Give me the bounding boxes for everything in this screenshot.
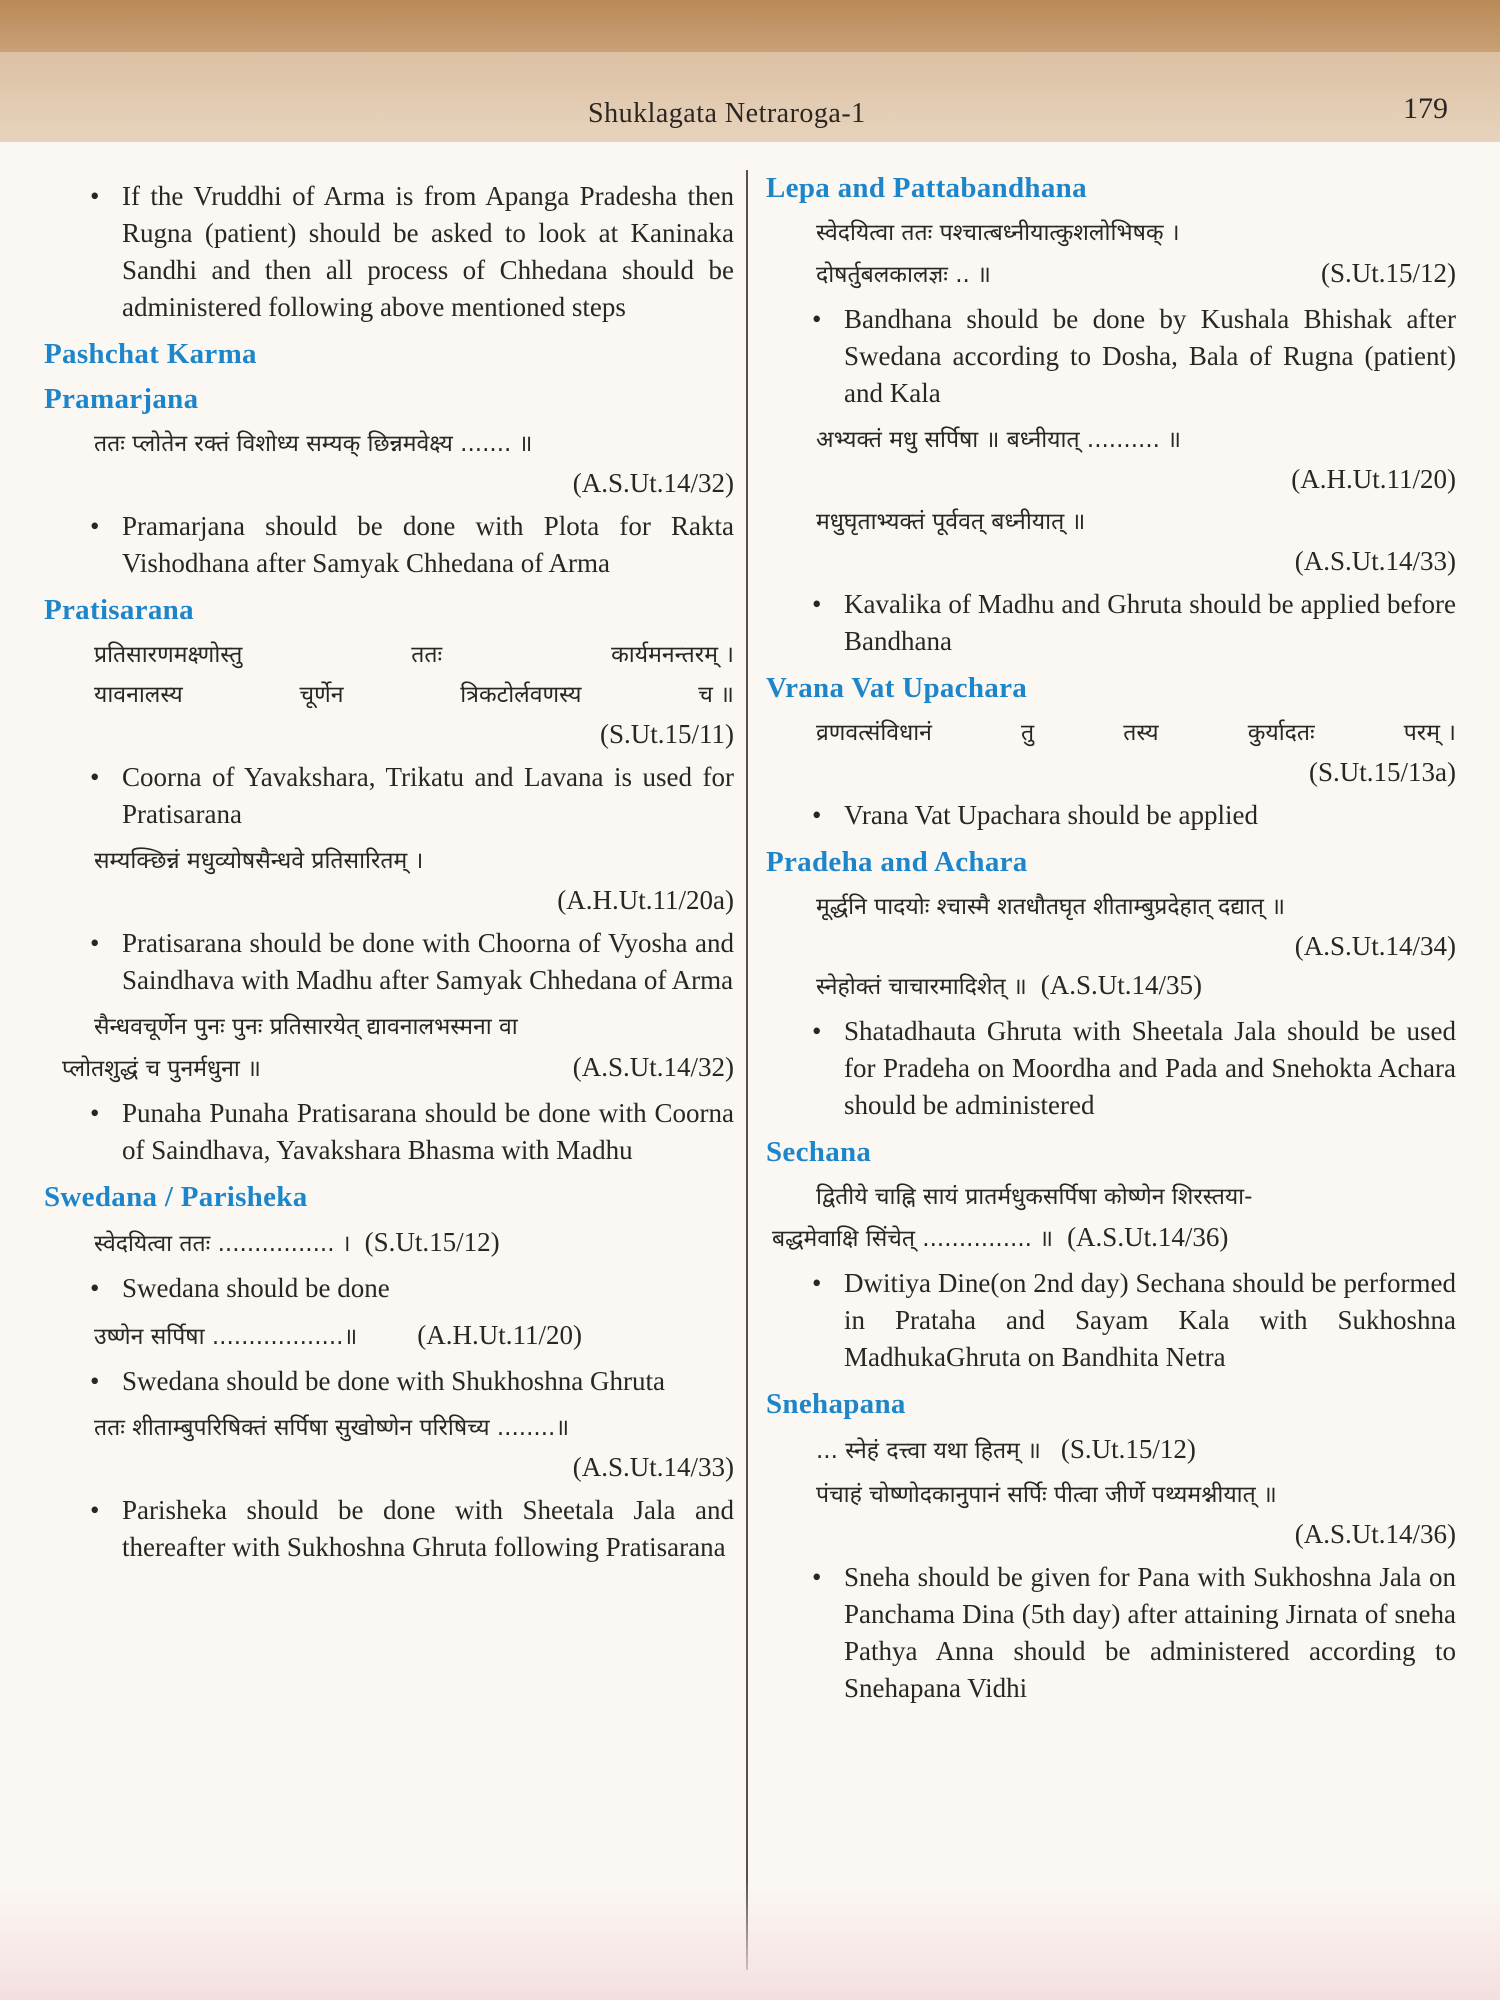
verse-word: व्रणवत्संविधानं [816, 720, 932, 746]
verse-vrana [816, 713, 1456, 753]
right-column [766, 172, 1456, 1715]
reference: (A.S.Ut.14/33) [572, 1452, 734, 1482]
bullet-pradeha: • Shatadhauta Ghruta with Sheetala Jala should be used for Pradeha on Moordha and Pada and Snehokta Achara should be administered [804, 1013, 1456, 1124]
verse-word: च ॥ [698, 682, 734, 708]
verse-line-with-ref [94, 1315, 734, 1357]
verse-line-with-ref [816, 253, 1456, 295]
bottom-tint [0, 1880, 1500, 2000]
verse-pratisarana-line1 [94, 635, 734, 675]
section-heading-pashchat-karma: Pashchat Karma [44, 338, 257, 370]
section-heading-sechana: Sechana [766, 1136, 872, 1168]
reference: (A.H.Ut.11/20a) [557, 885, 734, 915]
reference: (S.Ut.15/13a) [1309, 757, 1456, 787]
section-heading-lepa: Lepa and Pattabandhana [766, 172, 1087, 204]
bullet-lepa-2: • Kavalika of Madhu and Ghruta should be applied before Bandhana [804, 586, 1456, 660]
bullet-swedana-3: • Parisheka should be done with Sheetala Jala and thereafter with Sukhoshna Ghruta following Pratisarana [82, 1492, 734, 1566]
verse-pratisarana-3: सम्यक्छिन्नं मधुव्योषसैन्धवे प्रतिसारितम् । [94, 848, 424, 874]
verse-word: तस्य [1123, 720, 1159, 746]
reference: (A.H.Ut.11/20) [417, 1320, 582, 1350]
bullet-snehapana: • Sneha should be given for Pana with Sukhoshna Jala on Panchama Dina (5th day) after attaining Jirnata of sneha Pathya Anna should be administered according to Snehapana Vidhi [804, 1559, 1456, 1707]
verse-line-with-ref [816, 1429, 1456, 1471]
bullet-swedana-1: • Swedana should be done [82, 1270, 734, 1307]
verse-word: कुर्यादतः [1247, 720, 1315, 746]
reference: (A.S.Ut.14/36) [1294, 1519, 1456, 1549]
bullet-pratisarana-1: • Coorna of Yavakshara, Trikatu and Lavana is used for Pratisarana [82, 759, 734, 833]
section-heading-pramarjana: Pramarjana [44, 383, 199, 415]
verse-sechana-2: बद्धमेवाक्षि सिंचेत् ............... ॥ [772, 1226, 1054, 1252]
reference: (A.S.Ut.14/34) [1294, 931, 1456, 961]
left-column [44, 172, 734, 1574]
section-heading-vrana: Vrana Vat Upachara [766, 672, 1028, 704]
reference: (A.S.Ut.14/32) [572, 468, 734, 498]
reference: (S.Ut.15/12) [1060, 1434, 1196, 1464]
verse-word: तु [1021, 720, 1035, 746]
reference: (S.Ut.15/12) [364, 1227, 500, 1257]
reference: (A.S.Ut.14/32) [572, 1052, 734, 1082]
verse-lepa-3: अभ्यक्तं मधु सर्पिषा ॥ बध्नीयात् .......... ॥ [816, 427, 1182, 453]
verse-lepa-4: मधुघृताभ्यक्तं पूर्ववत् बध्नीयात् ॥ [816, 509, 1086, 535]
bullet-lepa-1: • Bandhana should be done by Kushala Bhishak after Swedana according to Dosha, Bala of Rugna (patient) and Kala [804, 301, 1456, 412]
reference: (A.S.Ut.14/33) [1294, 546, 1456, 576]
verse-word: त्रिकटोर्लवणस्य [460, 682, 582, 708]
verse-swedana-3: ततः शीताम्बुपरिषिक्तं सर्पिषा सुखोष्णेन परिषिच्य ........॥ [94, 1415, 570, 1441]
verse-line-with-ref [772, 1217, 1456, 1259]
verse-snehapana-1: ... स्नेहं दत्त्वा यथा हितम् ॥ [816, 1438, 1041, 1464]
verse-snehapana-2: पंचाहं चोष्णोदकानुपानं सर्पिः पीत्वा जीर्णे पथ्यमश्नीयात् ॥ [816, 1482, 1277, 1508]
verse-line-with-ref [816, 965, 1456, 1007]
section-heading-snehapana: Snehapana [766, 1388, 906, 1420]
verse-lepa-2: दोषर्तुबलकालज्ञः .. ॥ [816, 262, 991, 288]
top-color-band [0, 0, 1500, 52]
bullet-pratisarana-2: • Pratisarana should be done with Choorna of Vyosha and Saindhava with Madhu after Samyak Chhedana of Arma [82, 925, 734, 999]
page-number: 179 [1403, 92, 1448, 125]
bullet-sechana: • Dwitiya Dine(on 2nd day) Sechana should be performed in Prataha and Sayam Kala with Sukhoshna MadhukaGhruta on Bandhita Netra [804, 1265, 1456, 1376]
verse-word: कार्यमनन्तरम् । [611, 642, 734, 668]
verse-word: परम् । [1403, 720, 1456, 746]
reference: (A.S.Ut.14/36) [1067, 1222, 1229, 1252]
verse-pramarjana: ततः प्लोतेन रक्तं विशोध्य सम्यक् छिन्नमवेक्ष्य ....... ॥ [94, 431, 533, 457]
reference: (S.Ut.15/12) [1321, 258, 1456, 288]
bullet-swedana-2: • Swedana should be done with Shukhoshna Ghruta [82, 1363, 734, 1400]
verse-word: यावनालस्य [94, 682, 183, 708]
verse-word: प्रतिसारणमक्ष्णोस्तु [94, 642, 243, 668]
section-heading-swedana: Swedana / Parisheka [44, 1181, 308, 1213]
verse-pradeha-1: मूर्द्धनि पादयोः श्चास्मै शतधौतघृत शीताम्बुप्रदेहात् दद्यात् ॥ [816, 894, 1285, 920]
running-title: Shuklagata Netraroga-1 [588, 98, 866, 129]
verse-word: चूर्णेन [299, 682, 344, 708]
verse-sechana-1: द्वितीये चाह्नि सायं प्रातर्मधुकसर्पिषा कोष्णेन शिरस्तया- [816, 1184, 1253, 1210]
verse-lepa-1: स्वेदयित्वा ततः पश्चात्बध्नीयात्कुशलोभिषक् । [816, 220, 1180, 246]
verse-swedana-2: उष्णेन सर्पिषा ..................॥ [94, 1324, 358, 1350]
verse-word: ततः [411, 642, 443, 668]
bullet-pratisarana-3: • Punaha Punaha Pratisarana should be done with Coorna of Saindhava, Yavakshara Bhasma with Madhu [82, 1095, 734, 1169]
intro-bullet: • If the Vruddhi of Arma is from Apanga Pradesha then Rugna (patient) should be asked to look at Kaninaka Sandhi and then all process of Chhedana should be administered following above mentioned steps [82, 178, 734, 326]
verse-line-with-ref [62, 1047, 734, 1089]
section-heading-pratisarana: Pratisarana [44, 594, 194, 626]
verse-pradeha-2: स्नेहोक्तं चाचारमादिशेत् ॥ [816, 974, 1027, 1000]
verse-pratisarana-line2 [94, 675, 734, 715]
column-divider [746, 170, 748, 1970]
verse-pratisarana-5: प्लोतशुद्धं च पुनर्मधुना ॥ [62, 1056, 261, 1082]
reference: (S.Ut.15/11) [600, 719, 734, 749]
bullet-vrana: • Vrana Vat Upachara should be applied [804, 797, 1456, 834]
verse-swedana-1: स्वेदयित्वा ततः ................ । [94, 1231, 351, 1257]
verse-pratisarana-4: सैन्धवचूर्णेन पुनः पुनः प्रतिसारयेत् द्यावनालभस्मना वा [94, 1014, 518, 1040]
bullet-pramarjana: • Pramarjana should be done with Plota for Rakta Vishodhana after Samyak Chhedana of Arma [82, 508, 734, 582]
reference: (A.H.Ut.11/20) [1291, 464, 1456, 494]
verse-line-with-ref [94, 1222, 734, 1264]
reference: (A.S.Ut.14/35) [1040, 970, 1202, 1000]
section-heading-pradeha: Pradeha and Achara [766, 846, 1028, 878]
